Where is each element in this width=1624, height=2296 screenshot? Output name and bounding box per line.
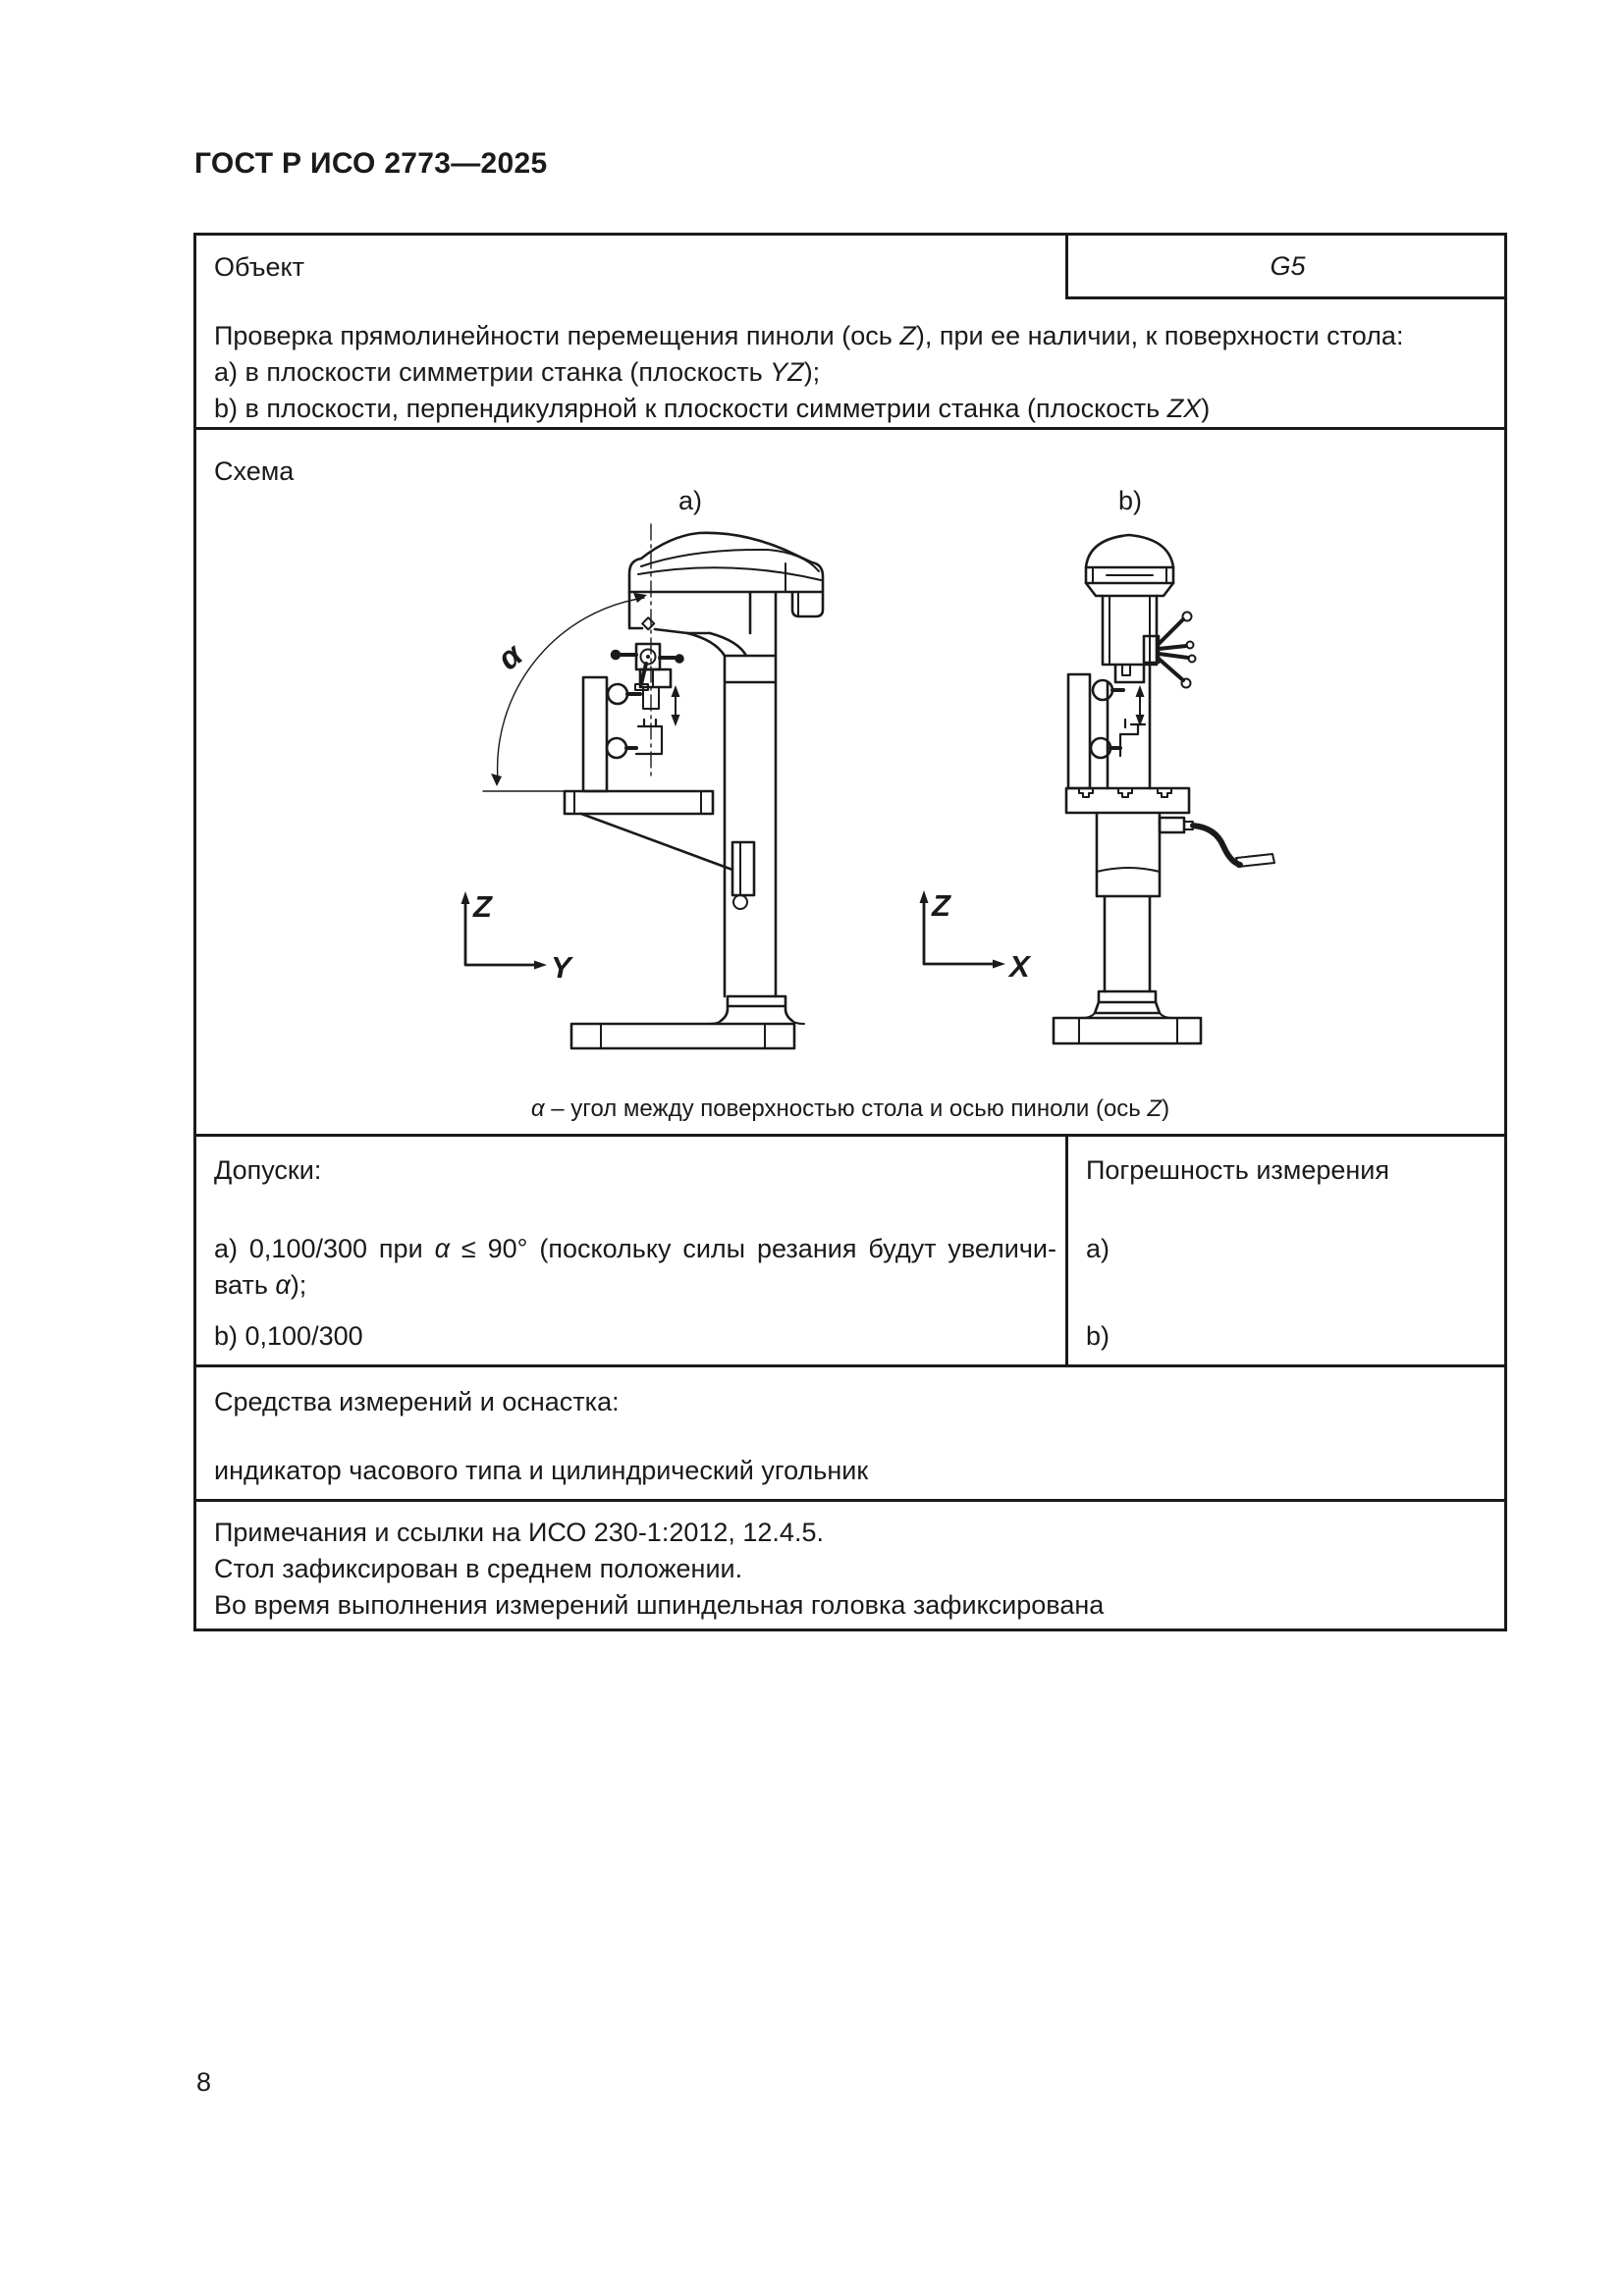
tolerance-column-divider — [1065, 1134, 1068, 1367]
tolerances-label: Допуски: — [214, 1155, 322, 1185]
object-code-cell: G5 — [1065, 236, 1507, 299]
row-divider-2 — [196, 1134, 1504, 1137]
measurement-error-label: Погрешность измерения — [1086, 1155, 1390, 1185]
check-intro: Проверка прямолинейности перемещения пиноли (ось Z), при ее наличии, к поверхности стола: — [214, 321, 1404, 350]
axis-a-y-label: Y — [551, 950, 571, 985]
cylindrical-square-b — [1068, 674, 1090, 788]
scheme-label: Схема — [214, 456, 295, 486]
row-divider-1 — [196, 427, 1504, 430]
scheme-caption: α – угол между поверхностью стола и осью пиноли (ось Z) — [530, 1095, 1170, 1122]
document-title: ГОСТ Р ИСО 2773—2025 — [194, 147, 548, 180]
machine-side-view-drawing — [442, 520, 933, 1060]
notes-line-1: Примечания и ссылки на ИСО 230-1:2012, 12.4.5. — [214, 1518, 824, 1547]
notes-line-2: Стол зафиксирован в среднем положении. — [214, 1554, 743, 1583]
page-number: 8 — [196, 2067, 212, 2097]
check-description — [214, 318, 1403, 427]
object-label: Объект — [214, 252, 304, 282]
check-item-a: a) в плоскости симметрии станка (плоскость YZ); — [214, 357, 821, 387]
tolerance-item-a-line1: a) 0,100/300 при α ≤ 90° (поскольку силы резания будут увеличи- — [214, 1234, 1056, 1263]
machine-front-view-drawing — [906, 520, 1284, 1060]
notes-block — [214, 1515, 1104, 1624]
figure-a-label: a) — [678, 486, 703, 515]
alpha-angle-arc — [498, 598, 644, 780]
measurement-error-item-a: a) — [1086, 1234, 1110, 1263]
tolerance-item-a-line2: вать α); — [214, 1270, 307, 1300]
dial-indicator-a1 — [608, 684, 627, 704]
axis-a-z-label: Z — [473, 889, 492, 924]
row-divider-4 — [196, 1499, 1504, 1502]
check-item-b: b) в плоскости, перпендикулярной к плоскости симметрии станка (плоскость ZX) — [214, 394, 1211, 423]
row-divider-3 — [196, 1364, 1504, 1367]
crank-handle — [1193, 826, 1240, 865]
dial-indicator-b1 — [1093, 680, 1112, 700]
axis-b-z-label: Z — [932, 888, 950, 923]
cylindrical-square-a — [583, 677, 607, 791]
measurement-error-item-b: b) — [1086, 1321, 1110, 1351]
axis-b-x-label: X — [1009, 949, 1030, 984]
tolerance-item-b: b) 0,100/300 — [214, 1321, 363, 1351]
means-label: Средства измерений и оснастка: — [214, 1387, 620, 1416]
means-value: индикатор часового типа и цилиндрический угольник — [214, 1456, 869, 1485]
figure-b-label: b) — [1118, 486, 1143, 515]
alpha-angle-label: α — [490, 635, 529, 677]
dial-indicator-a2 — [607, 738, 626, 758]
gost-check-table — [193, 233, 1507, 1631]
notes-line-3: Во время выполнения измерений шпиндельная головка зафиксирована — [214, 1590, 1105, 1620]
